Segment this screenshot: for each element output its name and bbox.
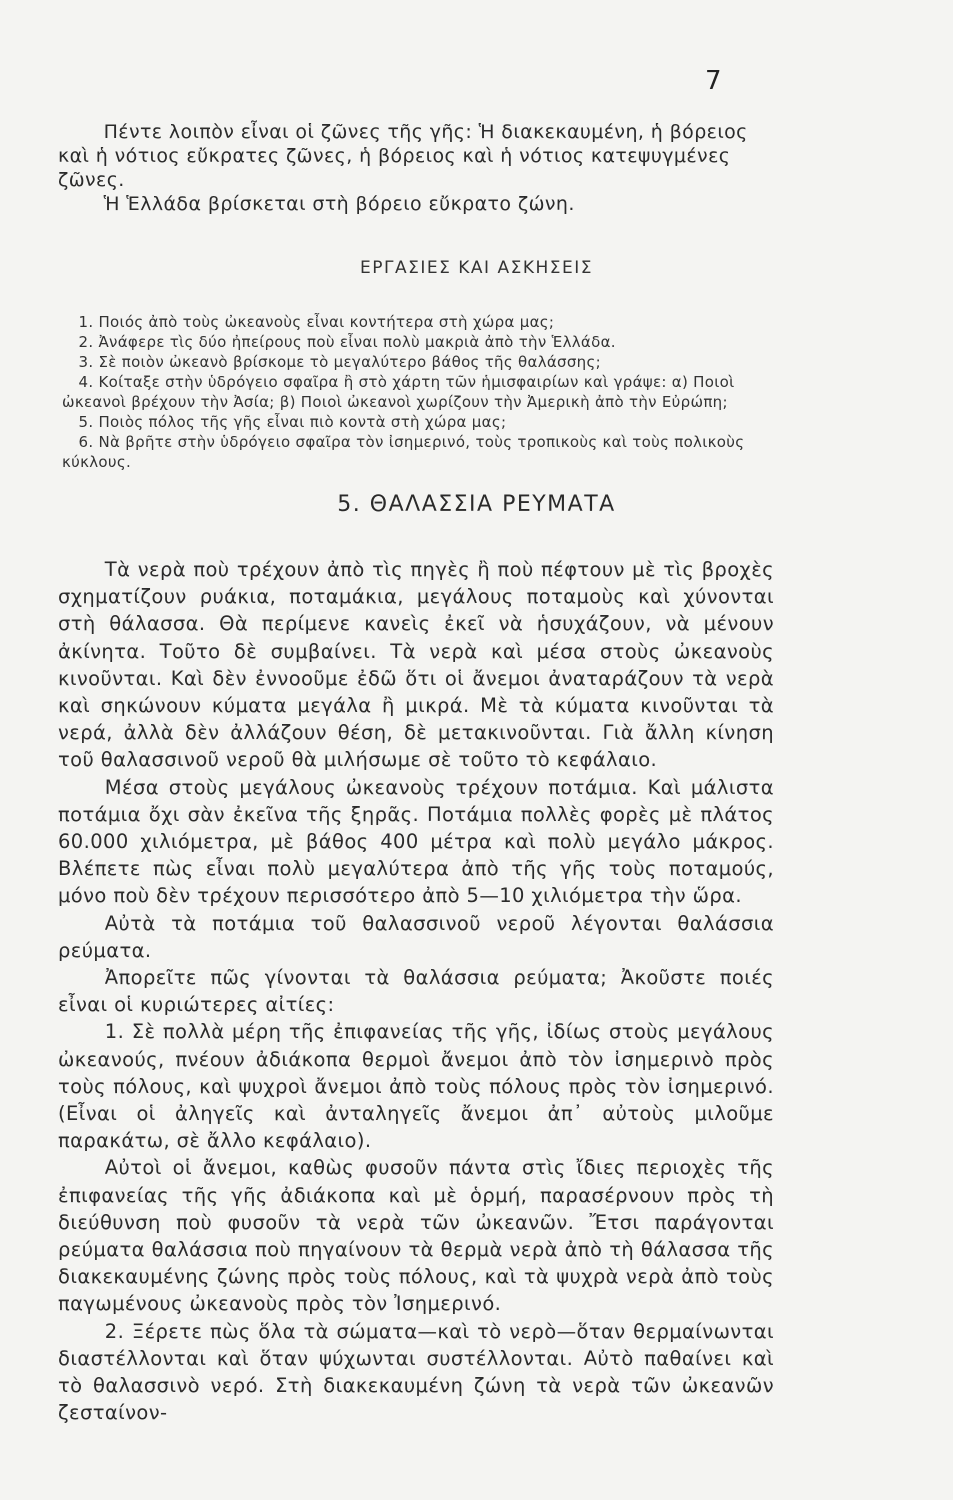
paragraph: Αὐτοὶ οἱ ἄνεμοι, καθὼς φυσοῦν πάντα στὶς ἴδιες περιοχὲς τῆς ἐπιφανείας τῆς γῆς ἀδιάκοπα καὶ μὲ ὁρμή, παρασέρνουν πρὸς τὴ διεύθυνση ποὺ φυσοῦν τὰ νερὰ τῶν ὠκεανῶν. Ἔτσι παράγονται ρεύματα θαλάσσια ποὺ πηγαίνουν τὰ θερμὰ νερὰ ἀπὸ τὴ θάλασσα τῆς διακεκαυμένης ζώνης πρὸς τοὺς πόλους, καὶ τὰ ψυχρὰ νερὰ ἀπὸ τοὺς παγωμένους ὠκεανοὺς πρὸς τὸν Ἰσημερινό. <box>58 1156 774 1316</box>
chapter-body <box>58 556 774 1427</box>
exercise-item: 4. Κοίταξε στὴν ὑδρόγειο σφαῖρα ἢ στὸ χάρτη τῶν ἡμισφαιρίων καὶ γράψε: α) Ποιοὶ ὠκεανοὶ βρέχουν τὴν Ἀσία; β) Ποιοὶ ὠκεανοὶ χωρίζουν τὴν Ἀμερικὴ ἀπὸ τὴν Εὐρώπη; <box>62 373 735 411</box>
page-number: 7 <box>705 66 722 96</box>
paragraph: Μέσα στοὺς μεγάλους ὠκεανοὺς τρέχουν ποτάμια. Καὶ μάλιστα ποτάμια ὄχι σὰν ἐκεῖνα τῆς ξηρᾶς. Ποτάμια πολλὲς φορὲς μὲ πλάτος 60.000 χιλιόμετρα, μὲ βάθος 400 μέτρα καὶ πολὺ μεγάλο μάκρος. Βλέπετε πὼς εἶναι πολὺ μεγαλύτερα ἀπὸ τῆς γῆς τοὺς ποταμούς, μόνο ποὺ δὲν τρέχουν περισσότερο ἀπὸ 5—10 χιλιόμετρα τὴν ὥρα. <box>58 775 774 908</box>
paragraph: Ἀπορεῖτε πῶς γίνονται τὰ θαλάσσια ρεύματα; Ἀκοῦστε ποιές εἶναι οἱ κυριώτερες αἰτίες: <box>58 966 774 1017</box>
paragraph: Ἡ Ἑλλάδα βρίσκεται στὴ βόρειο εὔκρατο ζώνη. <box>103 193 575 215</box>
paragraph: Πέντε λοιπὸν εἶναι οἱ ζῶνες τῆς γῆς: Ἡ διακεκαυμένη, ἡ βόρειος καὶ ἡ νότιος εὔκρατες ζῶνες, ἡ βόρειος καὶ ἡ νότιος κατεψυγμένες ζῶνες. <box>58 121 748 191</box>
exercise-item: 3. Σὲ ποιὸν ὠκεανὸ βρίσκομε τὸ μεγαλύτερο βάθος τῆς θαλάσσης; <box>78 353 601 371</box>
paragraph: 2. Ξέρετε πὼς ὅλα τὰ σώματα—καὶ τὸ νερὸ—ὅταν θερμαίνωνται διαστέλλονται καὶ ὅταν ψύχωνται συστέλλονται. Αὐτὸ παθαίνει καὶ τὸ θαλασσινὸ νερό. Στὴ διακεκαυμένη ζώνη τὰ νερὰ τῶν ὠκεανῶν ζεσταίνον- <box>58 1319 774 1425</box>
chapter-title: 5. ΘΑΛΑΣΣΙΑ ΡΕΥΜΑΤΑ <box>337 492 616 517</box>
exercise-item: 2. Ἀνάφερε τὶς δύο ἠπείρους ποὺ εἶναι πολὺ μακριὰ ἀπὸ τὴν Ἑλλάδα. <box>78 333 616 351</box>
exercise-item: 5. Ποιὸς πόλος τῆς γῆς εἶναι πιὸ κοντὰ στὴ χώρα μας; <box>78 413 507 431</box>
exercises-heading: ΕΡΓΑΣΙΕΣ ΚΑΙ ΑΣΚΗΣΕΙΣ <box>360 258 593 278</box>
paragraph: Αὐτὰ τὰ ποτάμια τοῦ θαλασσινοῦ νεροῦ λέγονται θαλάσσια ρεύματα. <box>58 911 774 962</box>
intro-text <box>58 120 768 216</box>
paragraph: 1. Σὲ πολλὰ μέρη τῆς ἐπιφανείας τῆς γῆς, ἰδίως στοὺς μεγάλους ὠκεανούς, πνέουν ἀδιάκοπα θερμοὶ ἄνεμοι ἀπὸ τὸν ἰσημερινὸ πρὸς τοὺς πόλους, καὶ ψυχροὶ ἄνεμοι ἀπὸ τοὺς πόλους πρὸς τὸν ἰσημερινό. (Εἶναι οἱ ἀληγεῖς καὶ ἀνταληγεῖς ἄνεμοι ἀπ᾽ αὐτοὺς μιλοῦμε παρακάτω, σὲ ἄλλο κεφάλαιο). <box>58 1020 774 1153</box>
exercise-item: 1. Ποιός ἀπὸ τοὺς ὠκεανοὺς εἶναι κοντήτερα στὴ χώρα μας; <box>78 313 555 331</box>
exercise-item: 6. Νὰ βρῆτε στὴν ὑδρόγειο σφαῖρα τὸν ἰσημερινό, τοὺς τροπικοὺς καὶ τοὺς πολικοὺς κύκλους. <box>62 433 745 471</box>
paragraph: Τὰ νερὰ ποὺ τρέχουν ἀπὸ τὶς πηγὲς ἢ ποὺ πέφτουν μὲ τὶς βροχὲς σχηματίζουν ρυάκια, ποταμάκια, μεγάλους ποταμοὺς καὶ χύνονται στὴ θάλασσα. Θὰ περίμενε κανεὶς ἐκεῖ νὰ ἡσυχάζουν, νὰ μένουν ἀκίνητα. Τοῦτο δὲ συμβαίνει. Τὰ νερὰ καὶ μέσα στοὺς ὠκεανοὺς κινοῦνται. Καὶ δὲν ἐννοοῦμε ἐδῶ ὅτι οἱ ἄνεμοι ἀναταράζουν τὰ νερὰ καὶ σηκώνουν κύματα μεγάλα ἢ μικρά. Μὲ τὰ κύματα κινοῦνται τὰ νερά, ἀλλὰ δὲν ἀλλάζουν θέση, δὲ μετακινοῦνται. Γιὰ ἄλλη κίνηση τοῦ θαλασσινοῦ νεροῦ θὰ μιλήσωμε σὲ τοῦτο τὸ κεφάλαιο. <box>58 558 774 772</box>
exercise-list <box>62 312 782 472</box>
